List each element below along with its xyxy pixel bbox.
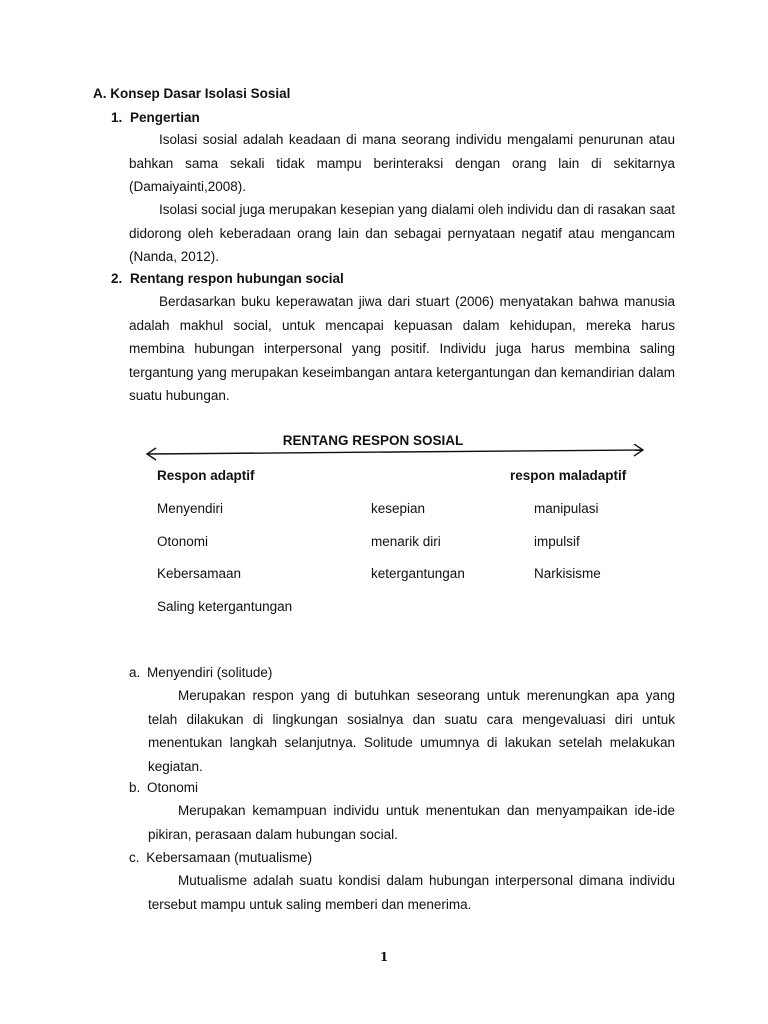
paragraph-definition-1: Isolasi sosial adalah keadaan di mana seorang individu mengalami penurunan atau bahkan sama sekali tidak mampu berinteraksi dengan orang lain di sekitarnya (Damaiyainti,2008).: [129, 132, 675, 194]
list-item-c-heading: [129, 851, 312, 865]
double-arrow-icon: [144, 444, 648, 464]
subheading-2-num: 2.: [111, 271, 123, 286]
list-item-c-body: Mutualisme adalah suatu kondisi dalam hubungan interpersonal dimana individu tersebut mampu untuk saling memberi dan menerima.: [148, 873, 675, 912]
list-item-c-label: c.: [129, 850, 140, 865]
subheading-1-title: Pengertian: [130, 110, 200, 125]
list-item-a-title: Menyendiri (solitude): [147, 665, 273, 680]
list-item-b-label: b.: [129, 780, 141, 795]
diagram-title: RENTANG RESPON SOSIAL: [282, 433, 464, 448]
list-item-c-title: Kebersamaan (mutualisme): [146, 850, 313, 865]
list-item-a-body: Merupakan respon yang di butuhkan seseorang untuk merenungkan apa yang telah dilakukan di lingkungan sosialnya dan suatu cara mengevaluasi diri untuk menentukan langkah selanjutnya. Solitude umumnya di lakukan setelah melakukan kegiatan.: [148, 688, 675, 774]
subheading-2-title: Rentang respon hubungan social: [130, 271, 344, 286]
list-item-b-body: Merupakan kemampuan individu untuk menentukan dan menyampaikan ide-ide pikiran, perasaan dalam hubungan social.: [148, 803, 675, 842]
list-item-a-heading: [129, 666, 272, 680]
middle-item: ketergantungan: [371, 566, 465, 581]
middle-item: kesepian: [371, 501, 426, 516]
adaptive-label: Respon adaptif: [157, 468, 255, 483]
maladaptive-item: manipulasi: [534, 501, 599, 516]
page-number: 1: [379, 950, 389, 964]
list-item-b-heading: [129, 781, 198, 795]
section-heading: [93, 87, 290, 101]
maladaptive-item: impulsif: [534, 534, 580, 549]
paragraph-response-range: Berdasarkan buku keperawatan jiwa dari stuart (2006) menyatakan bahwa manusia adalah makhul social, untuk mencapai kepuasan dalam kehidupan, mereka harus membina hubungan interpersonal yang positif. Individu juga harus membina saling tergantung yang merupakan keseimbangan antara ketergantungan dan kemandirian dalam suatu hubungan.: [129, 294, 675, 403]
subheading-1: [111, 111, 200, 125]
section-label: A.: [93, 86, 107, 101]
subheading-2: [111, 272, 344, 286]
adaptive-item: Saling ketergantungan: [157, 599, 293, 614]
list-item-a-label: a.: [129, 665, 141, 680]
section-title: Konsep Dasar Isolasi Sosial: [110, 86, 291, 101]
middle-item: menarik diri: [371, 534, 441, 549]
subheading-1-num: 1.: [111, 110, 123, 125]
adaptive-item: Menyendiri: [157, 501, 224, 516]
paragraph-definition-2: Isolasi social juga merupakan kesepian yang dialami oleh individu dan di rasakan saat didorong oleh keberadaan orang lain dan sebagai pernyataan negatif atau mengancam (Nanda, 2012).: [129, 202, 675, 264]
adaptive-item: Kebersamaan: [157, 566, 242, 581]
adaptive-item: Otonomi: [157, 534, 209, 549]
maladaptive-item: Narkisisme: [534, 566, 601, 581]
list-item-b-title: Otonomi: [147, 780, 199, 795]
maladaptive-label: respon maladaptif: [510, 468, 627, 483]
